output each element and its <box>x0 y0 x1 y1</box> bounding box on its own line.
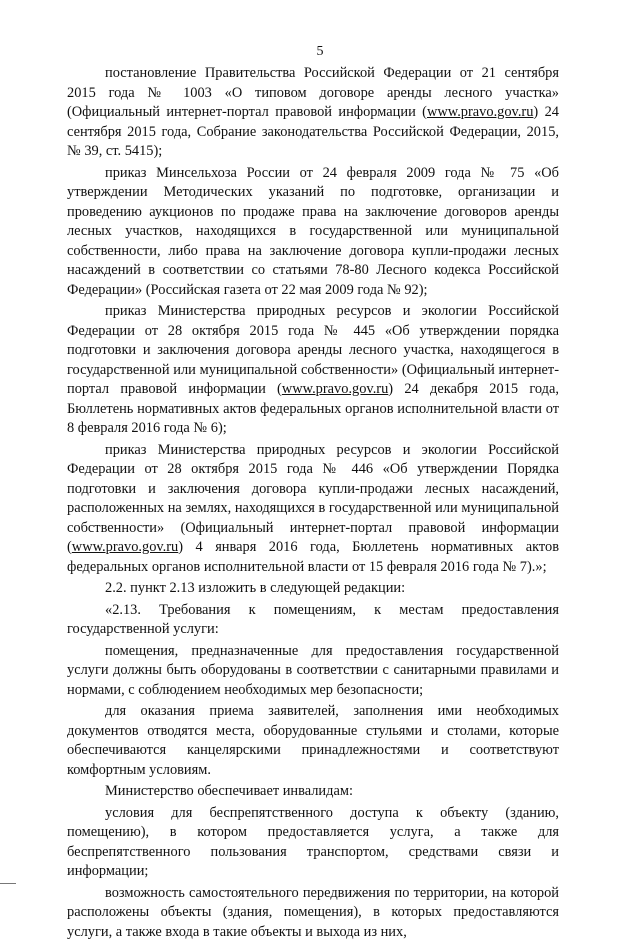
paragraph-text: для оказания приема заявителей, заполнения ими необходимых документов отводятся места, оборудованные стульями и столами, которые обеспечиваются канцелярскими принадлежностями и соответствуют комфортным условиям. <box>67 703 559 778</box>
paragraph-decree-1003 <box>67 64 559 162</box>
document-body <box>67 64 559 942</box>
paragraph-ministry-provides <box>67 782 559 802</box>
paragraph-text: 2.2. пункт 2.13 изложить в следующей редакции: <box>105 580 405 596</box>
page-number: 5 <box>0 44 640 60</box>
paragraph-text: Министерство обеспечивает инвалидам: <box>105 783 353 799</box>
paragraph-item-2-13 <box>67 601 559 640</box>
pravo-link[interactable]: www.pravo.gov.ru <box>282 381 388 397</box>
paragraph-order-446 <box>67 441 559 578</box>
paragraph-text: помещения, предназначенные для предоставления государственной услуги должны быть оборудованы в соответствии с санитарными правилами и нормами, с соблюдением необходимых мер безопасности; <box>67 643 559 698</box>
paragraph-access-conditions <box>67 804 559 882</box>
paragraph-order-75 <box>67 164 559 301</box>
paragraph-text: приказ Министерства природных ресурсов и экологии Российской Федерации от 28 октября 2015 года № 445 «Об утверждении порядка подготовки и заключения договора аренды лесного участка, находящегося в государственной или муниципальной собственности» (Официальный интернет-портал правовой информации ( <box>67 303 559 397</box>
paragraph-movement <box>67 884 559 942</box>
paragraph-text: возможность самостоятельного передвижения по территории, на которой расположены объекты (здания, помещения), в которых предоставляются услуги, а также входа в такие объекты и выхода из них, <box>67 885 559 940</box>
paragraph-text: приказ Министерства природных ресурсов и экологии Российской Федерации от 28 октября 2015 года № 446 «Об утверждении Порядка подготовки и заключения договора купли-продажи лесных насаждений, расположенных на землях, находящихся в государственной или муниципальной собственности» (Официальный интернет-портал правовой информации ( <box>67 442 559 556</box>
paragraph-reception <box>67 702 559 780</box>
pravo-link[interactable]: www.pravo.gov.ru <box>72 539 178 555</box>
paragraph-text: приказ Минсельхоза России от 24 февраля 2009 года № 75 «Об утверждении Методических указаний по подготовке, организации и проведению аукционов по продаже права на заключение договоров аренды лесных участков, находящихся в государственной или муниципальной собственности, либо права на заключение договора купли-продажи лесных насаждений в соответствии со статьями 78-80 Лесного кодекса Российской Федерации» (Российская газета от 22 мая 2009 года № 92); <box>67 165 559 298</box>
paragraph-premises <box>67 642 559 701</box>
paragraph-text: ) 4 января 2016 года, Бюллетень нормативных актов федеральных органов исполнительной власти от 15 февраля 2016 года № 7).»; <box>67 539 559 575</box>
paragraph-text: постановление Правительства Российской Федерации от 21 сентября 2015 года № 1003 «О типовом договоре аренды лесного участка» (Официальный интернет-портал правовой информации ( <box>67 65 559 120</box>
paragraph-order-445 <box>67 302 559 439</box>
paragraph-text: «2.13. Требования к помещениям, к местам предоставления государственной услуги: <box>67 602 559 638</box>
paragraph-item-2-2 <box>67 579 559 599</box>
paragraph-text: ) 24 сентября 2015 года, Собрание законодательства Российской Федерации, 2015, № 39, ст. 5415); <box>67 104 559 159</box>
pravo-link[interactable]: www.pravo.gov.ru <box>427 104 533 120</box>
paragraph-text: условия для беспрепятственного доступа к объекту (зданию, помещению), в котором предоставляется услуга, а также для беспрепятственного пользования транспортом, средствами связи и информации; <box>67 805 559 880</box>
paragraph-text: ) 24 декабря 2015 года, Бюллетень нормативных актов федеральных органов исполнительной власти от 8 февраля 2016 года № 6); <box>67 381 559 436</box>
edge-mark <box>0 883 16 884</box>
